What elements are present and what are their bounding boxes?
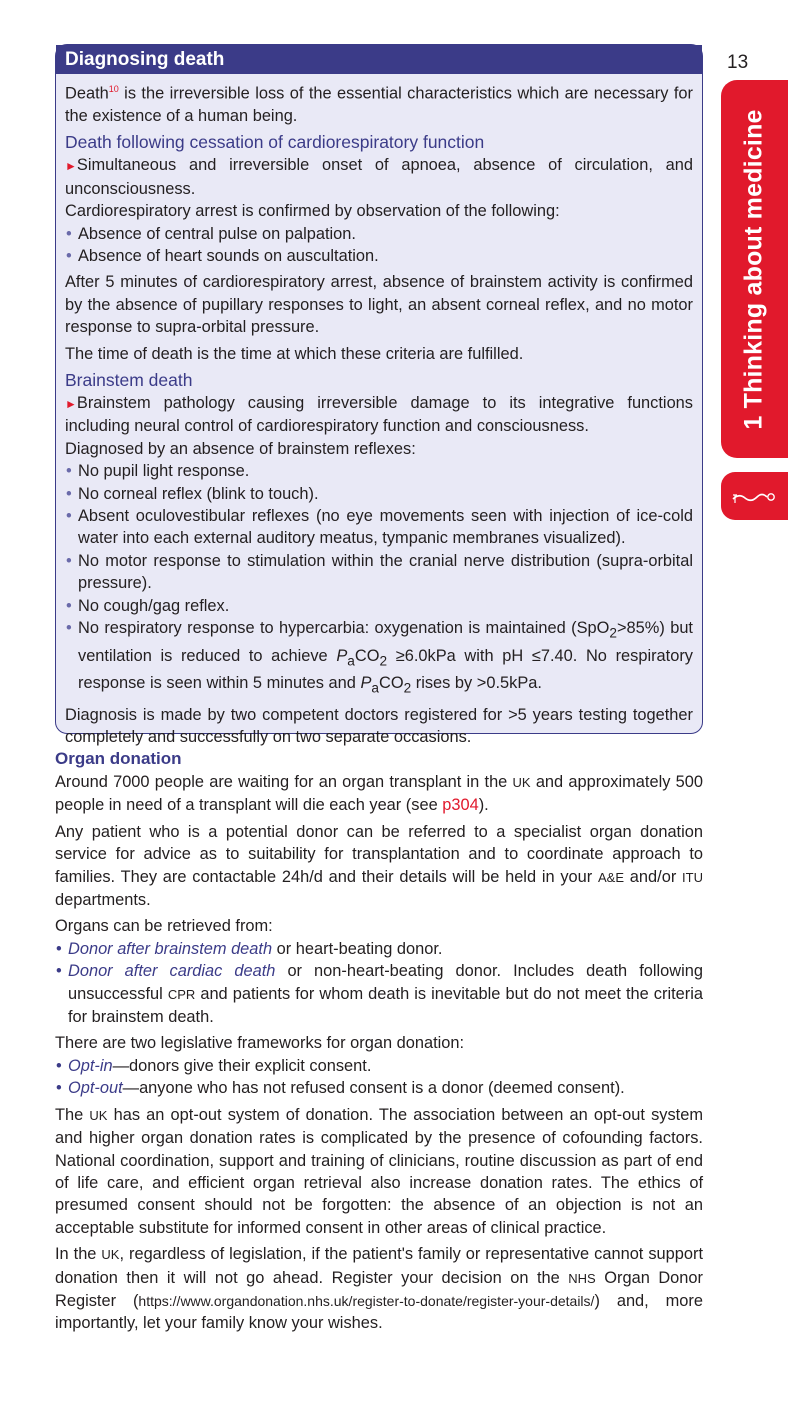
frameworks-intro: There are two legislative frameworks for organ donation: (55, 1034, 465, 1053)
chapter-tab-label: 1 Thinking about medicine (740, 108, 768, 430)
time-of-death-paragraph: The time of death is the time at which these criteria are fulfilled. (65, 344, 524, 363)
intro-paragraph: Death$^{10}$ is the irreversible loss of the essential characteristics which are necessary for the existence of a human being. (65, 84, 693, 125)
list-item: • Absence of heart sounds on auscultation. (65, 245, 693, 267)
page-link[interactable]: p304 (442, 796, 479, 815)
box-title: Diagnosing death (56, 45, 702, 74)
list-item: • No corneal reflex (blink to touch). (65, 483, 693, 505)
paragraph-referral: Any patient who is a potential donor can be referred to a specialist organ donation service for advice as to suitability for transplantation and to coordinate approach to families. They are contactable 24h/d and their details will be held in your A&E and/or ITU departments. (55, 822, 703, 910)
list-item: • Absent oculovestibular reflexes (no eye movements seen with injection of ice-cold water into each external auditory meatus, tympanic membranes visualized). (65, 505, 693, 550)
list-item: • No pupil light response. (65, 460, 693, 482)
paragraph-waiting: Around 7000 people are waiting for an organ transplant in the UK and approximately 500 people in need of a transplant will die each year (see p304). (55, 773, 703, 815)
brainstem-lead: ►Brainstem pathology causing irreversible damage to its integrative functions including neural control of cardiorespiratory function and consciousness. (65, 393, 693, 436)
cardio-bullet-list (65, 223, 693, 268)
box-body (56, 74, 702, 749)
brainstem-bullet-list (65, 460, 693, 700)
retrieved-intro: Organs can be retrieved from: (55, 917, 273, 936)
list-item: • Opt-out—anyone who has not refused consent is a donor (deemed consent). (55, 1077, 703, 1099)
register-url-link[interactable]: https://www.organdonation.nhs.uk/register-to-donate/register-your-details/ (138, 1292, 595, 1309)
list-item: • No cough/gag reflex. (65, 595, 693, 617)
organ-donation-section (55, 747, 703, 1339)
stethoscope-tab[interactable] (721, 472, 788, 520)
donor-type-list (55, 938, 703, 1029)
reference-marker[interactable]: 10 (108, 84, 119, 94)
cardio-confirm: Cardiorespiratory arrest is confirmed by observation of the following: (65, 202, 560, 221)
chapter-tab-label-wrap (721, 80, 788, 458)
list-item-respiratory: • No respiratory response to hypercarbia: oxygenation is maintained (SpO$_2$>85%) but ventilation is reduced to achieve $P_aCO_2 \ge 6.0kPa$ with pH ≤7.40. No respiratory response is seen within 5 minutes and $P_aCO_2$ rises by >0.5kPa. (65, 617, 693, 700)
list-item: • Donor after cardiac death or non-heart-beating donor. Includes death following unsuccessful CPR and patients for whom death is inevitable but do not meet the criteria for brainstem death. (55, 960, 703, 1028)
arrow-icon: ► (65, 159, 77, 174)
brainstem-diagnosed: Diagnosed by an absence of brainstem reflexes: (65, 439, 416, 458)
cardio-paragraph: After 5 minutes of cardiorespiratory arrest, absence of brainstem activity is confirmed by the absence of pupillary responses to light, an absent corneal reflex, and no motor response to supra-orbital pressure. (65, 273, 693, 337)
stethoscope-icon (729, 481, 781, 511)
cardio-lead: ►Simultaneous and irreversible onset of apnoea, absence of circulation, and unconsciousness. (65, 156, 693, 198)
diagnosing-death-box (55, 44, 703, 747)
arrow-icon: ► (65, 396, 77, 411)
section-heading-cardiorespiratory: Death following cessation of cardiorespiratory function (65, 132, 485, 153)
list-item: • No motor response to stimulation within the cranial nerve distribution (supra-orbital pressure). (65, 550, 693, 595)
list-item: • Donor after brainstem death or heart-beating donor. (55, 938, 703, 960)
paragraph-opt-out: The UK has an opt-out system of donation. The association between an opt-out system and higher organ donation rates is complicated by the presence of cofounding factors. National coordination, support and training of clinicians, routine discussion as part of end of life care, and efficient organ retrieval also increase donation rates. The ethics of presumed consent should not be forgotten: the absence of an objection is not an acceptable substitute for informed consent in other areas of clinical practice. (55, 1105, 703, 1237)
section-heading-organ-donation: Organ donation (55, 749, 182, 768)
list-item: • Opt-in—donors give their explicit consent. (55, 1055, 703, 1077)
page-number: 13 (727, 52, 749, 73)
diagnosis-paragraph: Diagnosis is made by two competent doctors registered for >5 years testing together completely and successfully on two separate occasions. (65, 706, 693, 747)
list-item: • Absence of central pulse on palpation. (65, 223, 693, 245)
paragraph-register: In the UK, regardless of legislation, if the patient's family or representative cannot support donation then it will not go ahead. Register your decision on the NHS Organ Donor Register (https://www.organdonation.nhs.uk/register-to-donate/register-your-details/) and, more importantly, let your family know your wishes. (55, 1245, 704, 1333)
framework-list (55, 1055, 703, 1100)
section-heading-brainstem: Brainstem death (65, 369, 193, 390)
